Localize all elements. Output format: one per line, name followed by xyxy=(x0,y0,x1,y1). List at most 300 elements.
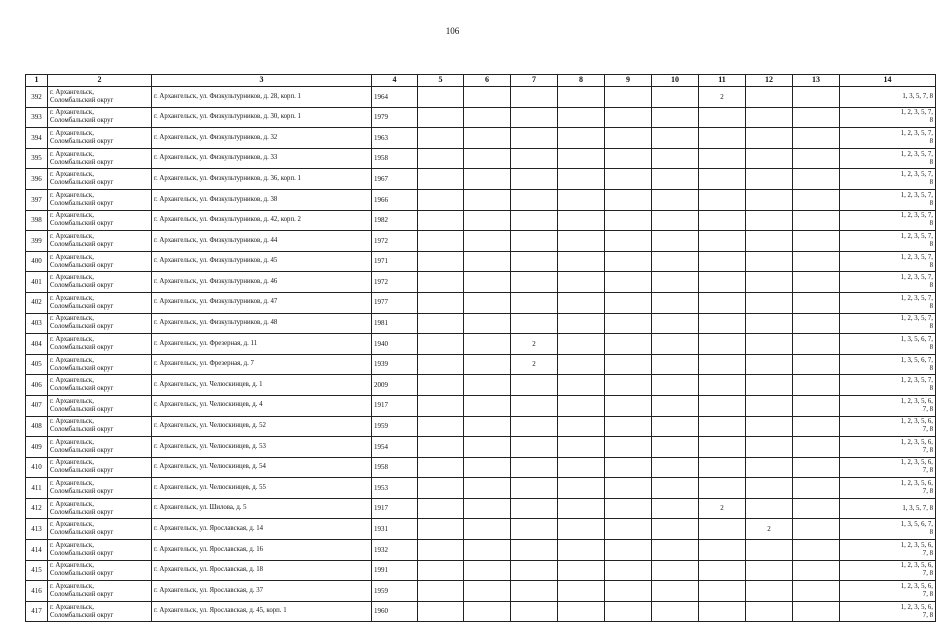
codes-line: 8 xyxy=(929,137,933,145)
column-11-cell xyxy=(699,189,746,210)
table-row xyxy=(26,437,936,458)
column-6-cell xyxy=(464,457,511,478)
address-cell: г. Архангельск, ул. Ярославская, д. 45, корп. 1 xyxy=(152,601,372,622)
row-number: 404 xyxy=(26,334,48,355)
row-number: 412 xyxy=(26,498,48,519)
district-cell xyxy=(48,478,152,499)
column-5-cell xyxy=(418,313,464,334)
column-10-cell xyxy=(652,375,699,396)
column-6-cell xyxy=(464,87,511,108)
codes-cell xyxy=(840,395,936,416)
column-header-8: 8 xyxy=(558,75,605,87)
codes-cell xyxy=(840,87,936,108)
column-9-cell xyxy=(605,354,652,375)
codes-cell xyxy=(840,334,936,355)
codes-line: 1, 2, 3, 5, 7, xyxy=(900,274,933,282)
column-header-3: 3 xyxy=(152,75,372,87)
row-number: 415 xyxy=(26,560,48,581)
column-6-cell xyxy=(464,498,511,519)
column-10-cell xyxy=(652,128,699,149)
column-11-cell xyxy=(699,251,746,272)
column-6-cell xyxy=(464,601,511,622)
district-line: Соломбальский округ xyxy=(50,385,114,393)
district-line: Соломбальский округ xyxy=(50,364,114,372)
column-7-cell: 2 xyxy=(511,354,558,375)
codes-line: 8 xyxy=(929,117,933,125)
column-header-6: 6 xyxy=(464,75,511,87)
year-cell: 1971 xyxy=(372,251,418,272)
district-line: г. Архангельск, xyxy=(50,88,94,96)
codes-cell xyxy=(840,354,936,375)
column-13-cell xyxy=(793,313,840,334)
table-row xyxy=(26,128,936,149)
codes-cell xyxy=(840,231,936,252)
district-line: Соломбальский округ xyxy=(50,220,114,228)
column-12-cell xyxy=(746,498,793,519)
column-12-cell xyxy=(746,313,793,334)
column-9-cell xyxy=(605,189,652,210)
column-8-cell xyxy=(558,148,605,169)
column-12-cell xyxy=(746,581,793,602)
column-header-1: 1 xyxy=(26,75,48,87)
column-13-cell xyxy=(793,457,840,478)
year-cell: 1917 xyxy=(372,395,418,416)
column-10-cell xyxy=(652,540,699,561)
column-11-cell xyxy=(699,601,746,622)
district-line: Соломбальский округ xyxy=(50,240,114,248)
codes-line: 1, 2, 3, 5, 7, xyxy=(900,294,933,302)
codes-cell xyxy=(840,375,936,396)
address-cell: г. Архангельск, ул. Физкультурников, д. 47 xyxy=(152,292,372,313)
district-line: Соломбальский округ xyxy=(50,529,114,537)
table-row xyxy=(26,354,936,375)
address-cell: г. Архангельск, ул. Физкультурников, д. 44 xyxy=(152,231,372,252)
column-10-cell xyxy=(652,231,699,252)
year-cell: 1966 xyxy=(372,189,418,210)
column-11-cell xyxy=(699,354,746,375)
column-8-cell xyxy=(558,272,605,293)
codes-line: 1, 2, 3, 5, 6, xyxy=(900,480,933,488)
table-row xyxy=(26,189,936,210)
district-line: Соломбальский округ xyxy=(50,426,114,434)
codes-line: 8 xyxy=(929,240,933,248)
column-10-cell xyxy=(652,272,699,293)
column-13-cell xyxy=(793,395,840,416)
district-line: Соломбальский округ xyxy=(50,508,114,516)
address-cell: г. Архангельск, ул. Фрезерная, д. 11 xyxy=(152,334,372,355)
codes-line: 7, 8 xyxy=(922,611,933,619)
column-6-cell xyxy=(464,292,511,313)
address-cell: г. Архангельск, ул. Физкультурников, д. 38 xyxy=(152,189,372,210)
district-line: Соломбальский округ xyxy=(50,343,114,351)
district-cell xyxy=(48,107,152,128)
address-cell: г. Архангельск, ул. Физкультурников, д. 42, корп. 2 xyxy=(152,210,372,231)
codes-cell xyxy=(840,272,936,293)
district-cell xyxy=(48,272,152,293)
address-cell: г. Архангельск, ул. Фрезерная, д. 7 xyxy=(152,354,372,375)
column-header-11: 11 xyxy=(699,75,746,87)
column-6-cell xyxy=(464,354,511,375)
codes-line: 7, 8 xyxy=(922,426,933,434)
table-row xyxy=(26,169,936,190)
column-11-cell xyxy=(699,375,746,396)
codes-cell xyxy=(840,601,936,622)
column-10-cell xyxy=(652,189,699,210)
column-10-cell xyxy=(652,148,699,169)
codes-cell xyxy=(840,251,936,272)
district-line: Соломбальский округ xyxy=(50,488,114,496)
column-5-cell xyxy=(418,560,464,581)
district-cell xyxy=(48,354,152,375)
column-7-cell xyxy=(511,272,558,293)
column-6-cell xyxy=(464,375,511,396)
row-number: 409 xyxy=(26,437,48,458)
codes-cell xyxy=(840,478,936,499)
column-13-cell xyxy=(793,375,840,396)
column-7-cell xyxy=(511,313,558,334)
column-8-cell xyxy=(558,395,605,416)
column-9-cell xyxy=(605,251,652,272)
table-row xyxy=(26,210,936,231)
column-8-cell xyxy=(558,87,605,108)
column-7-cell xyxy=(511,251,558,272)
district-line: г. Архангельск, xyxy=(50,397,94,405)
column-7-cell: 2 xyxy=(511,334,558,355)
column-5-cell xyxy=(418,437,464,458)
codes-line: 1, 2, 3, 5, 6, xyxy=(900,438,933,446)
district-line: Соломбальский округ xyxy=(50,446,114,454)
address-cell: г. Архангельск, ул. Челюскинцев, д. 53 xyxy=(152,437,372,458)
district-cell xyxy=(48,540,152,561)
codes-cell xyxy=(840,210,936,231)
district-line: г. Архангельск, xyxy=(50,212,94,220)
row-number: 414 xyxy=(26,540,48,561)
column-13-cell xyxy=(793,581,840,602)
column-10-cell xyxy=(652,395,699,416)
column-5-cell xyxy=(418,375,464,396)
district-cell xyxy=(48,498,152,519)
column-8-cell xyxy=(558,231,605,252)
district-line: г. Архангельск, xyxy=(50,541,94,549)
district-cell xyxy=(48,457,152,478)
column-12-cell xyxy=(746,292,793,313)
column-7-cell xyxy=(511,107,558,128)
column-12-cell xyxy=(746,601,793,622)
column-9-cell xyxy=(605,437,652,458)
column-5-cell xyxy=(418,498,464,519)
column-13-cell xyxy=(793,189,840,210)
column-7-cell xyxy=(511,169,558,190)
column-11-cell xyxy=(699,478,746,499)
column-11-cell xyxy=(699,519,746,540)
district-cell xyxy=(48,128,152,149)
column-11-cell xyxy=(699,457,746,478)
row-number: 397 xyxy=(26,189,48,210)
row-number: 393 xyxy=(26,107,48,128)
codes-line: 1, 2, 3, 5, 7, xyxy=(900,377,933,385)
codes-line: 1, 2, 3, 5, 7, xyxy=(900,129,933,137)
table-row xyxy=(26,457,936,478)
row-number: 407 xyxy=(26,395,48,416)
column-5-cell xyxy=(418,231,464,252)
address-cell: г. Архангельск, ул. Челюскинцев, д. 55 xyxy=(152,478,372,499)
codes-line: 8 xyxy=(929,302,933,310)
column-7-cell xyxy=(511,540,558,561)
column-8-cell xyxy=(558,540,605,561)
column-11-cell xyxy=(699,437,746,458)
address-cell: г. Архангельск, ул. Челюскинцев, д. 54 xyxy=(152,457,372,478)
column-5-cell xyxy=(418,169,464,190)
codes-line: 1, 2, 3, 5, 7, xyxy=(900,171,933,179)
district-line: Соломбальский округ xyxy=(50,570,114,578)
column-10-cell xyxy=(652,251,699,272)
year-cell: 1954 xyxy=(372,437,418,458)
district-line: г. Архангельск, xyxy=(50,191,94,199)
district-cell xyxy=(48,251,152,272)
column-13-cell xyxy=(793,292,840,313)
column-header-12: 12 xyxy=(746,75,793,87)
table-row xyxy=(26,416,936,437)
district-cell xyxy=(48,334,152,355)
codes-cell xyxy=(840,292,936,313)
column-9-cell xyxy=(605,375,652,396)
address-cell: г. Архангельск, ул. Шилова, д. 5 xyxy=(152,498,372,519)
district-line: Соломбальский округ xyxy=(50,179,114,187)
codes-line: 8 xyxy=(929,179,933,187)
district-cell xyxy=(48,189,152,210)
column-10-cell xyxy=(652,210,699,231)
codes-cell xyxy=(840,498,936,519)
year-cell: 1972 xyxy=(372,272,418,293)
codes-line: 8 xyxy=(929,323,933,331)
column-header-14: 14 xyxy=(840,75,936,87)
codes-line: 1, 2, 3, 5, 7, xyxy=(900,253,933,261)
column-5-cell xyxy=(418,272,464,293)
codes-line: 7, 8 xyxy=(922,467,933,475)
column-8-cell xyxy=(558,498,605,519)
table-row xyxy=(26,540,936,561)
codes-line: 8 xyxy=(929,282,933,290)
district-line: Соломбальский округ xyxy=(50,549,114,557)
row-number: 403 xyxy=(26,313,48,334)
column-12-cell xyxy=(746,457,793,478)
column-12-cell xyxy=(746,540,793,561)
column-13-cell xyxy=(793,416,840,437)
column-12-cell xyxy=(746,169,793,190)
row-number: 395 xyxy=(26,148,48,169)
column-10-cell xyxy=(652,292,699,313)
column-6-cell xyxy=(464,231,511,252)
column-7-cell xyxy=(511,498,558,519)
column-6-cell xyxy=(464,169,511,190)
codes-line: 8 xyxy=(929,343,933,351)
column-5-cell xyxy=(418,519,464,540)
column-6-cell xyxy=(464,581,511,602)
column-5-cell xyxy=(418,601,464,622)
codes-line: 7, 8 xyxy=(922,446,933,454)
year-cell: 1977 xyxy=(372,292,418,313)
column-13-cell xyxy=(793,354,840,375)
column-13-cell xyxy=(793,334,840,355)
row-number: 406 xyxy=(26,375,48,396)
district-line: Соломбальский округ xyxy=(50,137,114,145)
column-7-cell xyxy=(511,231,558,252)
district-cell xyxy=(48,313,152,334)
row-number: 392 xyxy=(26,87,48,108)
address-cell: г. Архангельск, ул. Челюскинцев, д. 1 xyxy=(152,375,372,396)
district-line: Соломбальский округ xyxy=(50,96,114,104)
district-line: г. Архангельск, xyxy=(50,150,94,158)
page-number: 106 xyxy=(445,26,460,36)
district-cell xyxy=(48,231,152,252)
district-cell xyxy=(48,148,152,169)
table-row xyxy=(26,560,936,581)
column-5-cell xyxy=(418,354,464,375)
year-cell: 1958 xyxy=(372,457,418,478)
district-cell xyxy=(48,437,152,458)
codes-cell xyxy=(840,107,936,128)
column-13-cell xyxy=(793,251,840,272)
column-12-cell xyxy=(746,437,793,458)
column-8-cell xyxy=(558,519,605,540)
district-line: г. Архангельск, xyxy=(50,315,94,323)
column-5-cell xyxy=(418,540,464,561)
column-header-2: 2 xyxy=(48,75,152,87)
column-10-cell xyxy=(652,313,699,334)
address-cell: г. Архангельск, ул. Физкультурников, д. 33 xyxy=(152,148,372,169)
codes-line: 8 xyxy=(929,385,933,393)
year-cell: 1940 xyxy=(372,334,418,355)
table-row xyxy=(26,581,936,602)
table-body xyxy=(26,87,936,622)
codes-cell xyxy=(840,437,936,458)
codes-line: 1, 2, 3, 5, 7, xyxy=(900,315,933,323)
column-13-cell xyxy=(793,210,840,231)
column-7-cell xyxy=(511,210,558,231)
column-12-cell xyxy=(746,107,793,128)
codes-line: 7, 8 xyxy=(922,591,933,599)
row-number: 400 xyxy=(26,251,48,272)
district-line: Соломбальский округ xyxy=(50,611,114,619)
column-11-cell xyxy=(699,416,746,437)
column-13-cell xyxy=(793,128,840,149)
row-number: 398 xyxy=(26,210,48,231)
year-cell: 1958 xyxy=(372,148,418,169)
codes-line: 1, 3, 5, 7, 8 xyxy=(902,504,933,512)
column-5-cell xyxy=(418,334,464,355)
district-line: г. Архангельск, xyxy=(50,438,94,446)
year-cell: 1959 xyxy=(372,581,418,602)
column-8-cell xyxy=(558,128,605,149)
district-line: Соломбальский округ xyxy=(50,117,114,125)
column-9-cell xyxy=(605,581,652,602)
address-cell: г. Архангельск, ул. Физкультурников, д. 30, корп. 1 xyxy=(152,107,372,128)
district-line: Соломбальский округ xyxy=(50,302,114,310)
column-11-cell xyxy=(699,292,746,313)
codes-line: 1, 2, 3, 5, 6, xyxy=(900,562,933,570)
column-9-cell xyxy=(605,478,652,499)
column-7-cell xyxy=(511,292,558,313)
codes-cell xyxy=(840,189,936,210)
column-9-cell xyxy=(605,231,652,252)
column-8-cell xyxy=(558,354,605,375)
address-cell: г. Архангельск, ул. Физкультурников, д. 32 xyxy=(152,128,372,149)
column-6-cell xyxy=(464,251,511,272)
row-number: 413 xyxy=(26,519,48,540)
district-line: г. Архангельск, xyxy=(50,459,94,467)
address-cell: г. Архангельск, ул. Ярославская, д. 14 xyxy=(152,519,372,540)
district-cell xyxy=(48,169,152,190)
row-number: 416 xyxy=(26,581,48,602)
column-9-cell xyxy=(605,292,652,313)
column-6-cell xyxy=(464,540,511,561)
row-number: 399 xyxy=(26,231,48,252)
column-8-cell xyxy=(558,251,605,272)
column-9-cell xyxy=(605,540,652,561)
codes-line: 1, 2, 3, 5, 6, xyxy=(900,418,933,426)
column-7-cell xyxy=(511,437,558,458)
year-cell: 1963 xyxy=(372,128,418,149)
column-10-cell xyxy=(652,416,699,437)
column-12-cell xyxy=(746,87,793,108)
row-number: 408 xyxy=(26,416,48,437)
year-cell: 1967 xyxy=(372,169,418,190)
district-line: Соломбальский округ xyxy=(50,158,114,166)
year-cell: 1960 xyxy=(372,601,418,622)
district-line: г. Архангельск, xyxy=(50,129,94,137)
column-10-cell xyxy=(652,437,699,458)
column-10-cell xyxy=(652,354,699,375)
codes-cell xyxy=(840,148,936,169)
column-9-cell xyxy=(605,210,652,231)
column-11-cell xyxy=(699,148,746,169)
district-line: г. Архангельск, xyxy=(50,294,94,302)
column-10-cell xyxy=(652,560,699,581)
column-13-cell xyxy=(793,498,840,519)
column-7-cell xyxy=(511,457,558,478)
codes-line: 1, 2, 3, 5, 6, xyxy=(900,583,933,591)
district-cell xyxy=(48,560,152,581)
column-10-cell xyxy=(652,457,699,478)
district-cell xyxy=(48,395,152,416)
district-line: г. Архангельск, xyxy=(50,356,94,364)
column-13-cell xyxy=(793,231,840,252)
row-number: 402 xyxy=(26,292,48,313)
column-5-cell xyxy=(418,128,464,149)
column-13-cell xyxy=(793,540,840,561)
column-5-cell xyxy=(418,416,464,437)
column-6-cell xyxy=(464,334,511,355)
header-row xyxy=(26,75,936,87)
address-cell: г. Архангельск, ул. Физкультурников, д. 48 xyxy=(152,313,372,334)
codes-cell xyxy=(840,581,936,602)
column-10-cell xyxy=(652,581,699,602)
column-9-cell xyxy=(605,416,652,437)
column-10-cell xyxy=(652,478,699,499)
column-12-cell xyxy=(746,251,793,272)
codes-line: 1, 2, 3, 5, 6, xyxy=(900,541,933,549)
table-row xyxy=(26,498,936,519)
column-8-cell xyxy=(558,416,605,437)
year-cell: 1932 xyxy=(372,540,418,561)
column-13-cell xyxy=(793,478,840,499)
district-line: г. Архангельск, xyxy=(50,603,94,611)
column-12-cell xyxy=(746,148,793,169)
district-cell xyxy=(48,292,152,313)
column-7-cell xyxy=(511,519,558,540)
table-row xyxy=(26,87,936,108)
column-12-cell xyxy=(746,128,793,149)
